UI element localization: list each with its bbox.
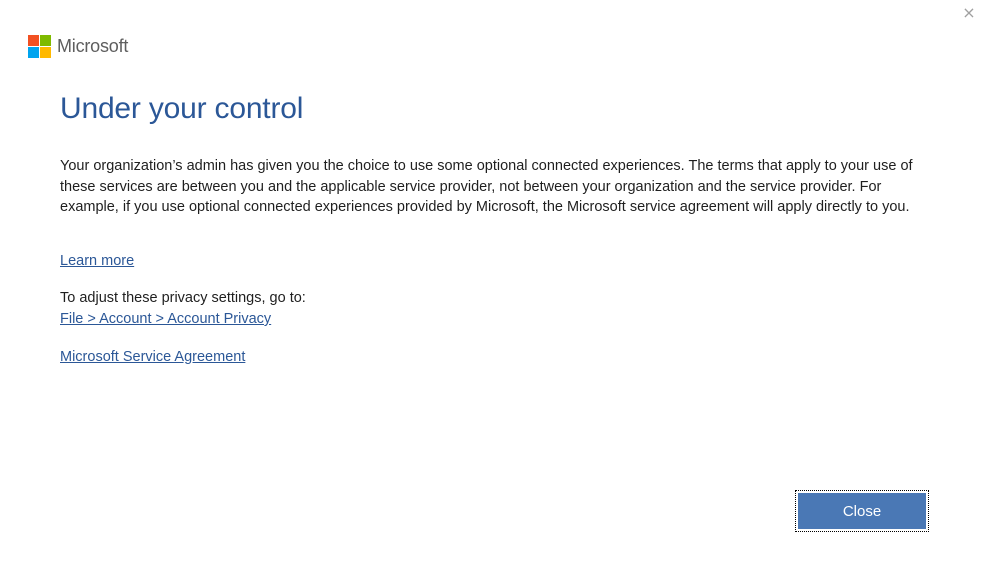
- close-button[interactable]: [795, 490, 929, 532]
- logo-square-green: [40, 35, 51, 46]
- dialog-body: [60, 156, 930, 218]
- close-button-label: Close: [798, 493, 926, 529]
- close-window-icon[interactable]: ×: [962, 3, 976, 22]
- logo-square-yellow: [40, 47, 51, 58]
- microsoft-brand: [28, 35, 128, 58]
- logo-square-blue: [28, 47, 39, 58]
- service-agreement-link[interactable]: Microsoft Service Agreement: [60, 349, 246, 365]
- brand-name: Microsoft: [57, 36, 129, 56]
- learn-more-link[interactable]: Learn more: [60, 253, 135, 269]
- body-text: Your organization’s admin has given you the choice to use some optional connected experiences. The terms that apply to your use of these services are between you and the applicable service provider, not between your organization and the service provider. For example, if you use optional connected experiences provided by Microsoft, the Microsoft service agreement will apply directly to you.: [60, 158, 913, 215]
- microsoft-logo-icon: [28, 35, 51, 58]
- adjust-settings-text: To adjust these privacy settings, go to:: [60, 290, 306, 306]
- account-privacy-link[interactable]: File > Account > Account Privacy: [60, 311, 272, 327]
- dialog-title: Under your control: [60, 92, 304, 125]
- logo-square-red: [28, 35, 39, 46]
